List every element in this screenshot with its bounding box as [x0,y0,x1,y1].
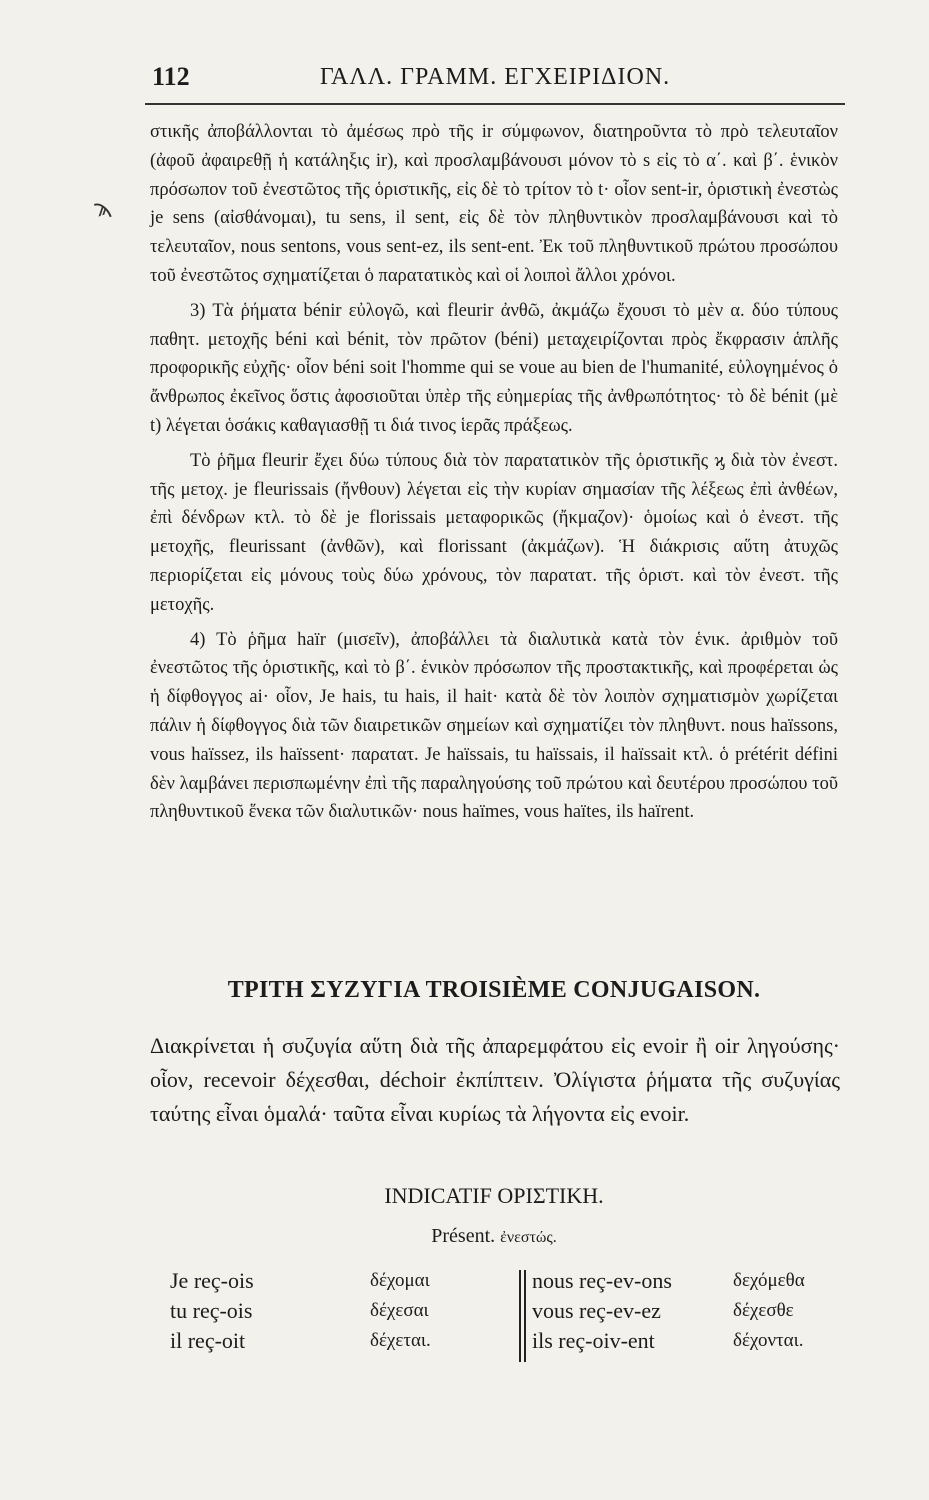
conjugation-heading: ΤΡΙΤΗ ΣΥΖΥΓΙΑ TROISIÈME CONJUGAISON. [227,977,761,1003]
paragraph: Τὸ ῥῆμα fleurir ἔχει δύω τύπους διὰ τὸν παρατατικὸν τῆς ὁριστικῆς ϗ διὰ τὸν ἐνεστ. τῆς μετοχ. je fleurissais (ἤνθουν) λέγεται εἰς τὴν κυρίαν σημασίαν τῆς λέξεως ἐπὶ ἀνθέων, ἐπὶ δένδρων κτλ. τὸ δὲ je florissais μεταφορικῶς (ἤκμαζον)· ὁμοίως καὶ ὁ ἐνεστ. τῆς μετοχῆς, fleurissant (ἀνθῶν), καὶ florissant (ἀκμάζων). Ἡ διάκρισις αὕτη ἀτυχῶς περιορίζεται εἰς μόνους τοὺς δύω χρόνους, τὸν παρατατ. τῆς ὁριστ. καὶ τὸν ἐνεστ. τῆς μετοχῆς. [150,450,838,615]
conjugation-form: vous reç-ev-ez [532,1298,661,1323]
margin-mark: ϡ [89,191,114,223]
tense-heading [150,1225,838,1248]
conjugation-translation: δέχομαι [370,1270,430,1291]
singular-french-column [170,1266,254,1356]
page-number: 112 [152,62,190,91]
paragraph: 4) Τὸ ῥῆμα haïr (μισεῖν), ἀποβάλλει τὰ διαλυτικὰ κατὰ τὸν ἑνικ. ἀριθμὸν τοῦ ἐνεστῶτος τῆς ὁριστικῆς, καὶ τὸ β΄. ἑνικὸν πρόσωπον τῆς προστακτικῆς, καὶ προφέρεται ὡς ἡ δίφθογγος ai· οἷον, Je hais, tu hais, il hait· κατὰ δὲ τὸν λοιπὸν σχηματισμὸν χωρίζεται πάλιν ἡ δίφθογγος διὰ τῶν διαιρετικῶν σημείων καὶ σχηματίζει τὸν πληθυντ. nous haïssons, vous haïssez, ils haïssent· παρατατ. Je haïssais, tu haïssais, il haïssait κτλ. ὁ prétérit défini δὲν λαμβάνει περισπωμένην ἐπὶ τῆς παραληγούσης τοῦ πρώτου καὶ δευτέρου προσώπου τοῦ πληθυντικοῦ ἕνεκα τῶν διαλυτικῶν· nous haïmes, vous haïtes, ils haïrent. [150,629,838,823]
conjugation-form: tu reç-ois [170,1298,253,1323]
running-title: ΓΑΛΛ. ΓΡΑΜΜ. ΕΓΧΕΙΡΙΔΙΟΝ. [319,64,671,90]
plural-greek-column [733,1266,805,1356]
header-rule [145,103,845,105]
section-heading: INDICATIF ΟΡΙΣΤΙΚΗ. [384,1183,604,1208]
page-header [150,62,840,96]
column-divider [524,1270,526,1362]
conjugation-form: Je reç-ois [170,1268,254,1293]
conjugation-table [150,1266,840,1376]
conjugation-form: ils reç-oiv-ent [532,1328,655,1353]
conjugation-intro [150,1029,840,1131]
conjugation-translation: δέχεσαι [370,1300,429,1321]
conjugation-form: nous reç-ev-ons [532,1268,672,1293]
plural-french-column [532,1266,672,1356]
conjugation-translation: δεχόμεθα [733,1270,805,1291]
tense-french: Présent. [431,1225,496,1247]
column-divider [519,1270,521,1362]
singular-greek-column [370,1266,431,1356]
tense-greek: ἐνεστώς. [500,1229,557,1246]
paragraph: στικῆς ἀποβάλλονται τὸ ἀμέσως πρὸ τῆς ir σύμφωνον, διατηροῦντα τὸ πρὸ τελευταῖον (ἀφοῦ ἀφαιρεθῇ ἡ κατάληξις ir), καὶ προσλαμβάνουσι μόνον τὸ s εἰς τὸ α΄. καὶ β΄. ἑνικὸν πρόσωπον τοῦ ἐνεστῶτος τῆς ὁριστικῆς, εἰς δὲ τὸ τρίτον τὸ t· οἷον sent-ir, ὁριστικὴ ἐνεστὼς je sens (αἰσθάνομαι), tu sens, il sent, εἰς δὲ τὸν πληθυντικὸν προσλαμβάνουσι καὶ τὸ τελευταῖον, nous sentons, vous sent-ez, ils sent-ent. Ἐκ τοῦ πληθυντικοῦ πρώτου προσώπου τοῦ ἐνεστῶτος σχηματίζεται ὁ παρατατικὸς καὶ οἱ λοιποὶ ἄλλοι χρόνοι. [150,122,838,286]
conjugation-translation: δέχεσθε [733,1300,794,1321]
conjugation-translation: δέχεται. [370,1330,431,1351]
conjugation-translation: δέχονται. [733,1330,804,1351]
intro-paragraph: Διακρίνεται ἡ συζυγία αὕτη διὰ τῆς ἀπαρεμφάτου εἰς evoir ἢ oir ληγούσης· οἷον, recevoir δέχεσθαι, déchoir ἐκπίπτειν. Ὀλίγιστα ῥήματα τῆς συζυγίας ταύτης εἶναι ὁμαλά· ταῦτα εἶναι κυρίως τὰ λήγοντα εἰς evoir. [150,1033,840,1126]
paragraph: 3) Τὰ ῥήματα bénir εὐλογῶ, καὶ fleurir ἀνθῶ, ἀκμάζω ἔχουσι τὸ μὲν α. δύο τύπους παθητ. μετοχῆς béni καὶ bénit, τὸν πρῶτον (béni) μεταχειρίζονται πρὸς ἔκφρασιν ἁπλῆς προφορικῆς εὐχῆς· οἷον béni soit l'homme qui se voue au bien de l'humanité, εὐλογημένος ὁ ἄνθρωπος ἐκεῖνος ὅστις ἀφοσιοῦται ὑπὲρ τῆς εὐημερίας τῆς ἀνθρωπότητος· τὸ δὲ bénit (μὲ t) λέγεται ὁσάκις καθαγιασθῇ τι διά τινος ἱερᾶς πράξεως. [150,300,838,436]
body-text [150,118,838,827]
conjugation-form: il reç-oit [170,1328,246,1353]
